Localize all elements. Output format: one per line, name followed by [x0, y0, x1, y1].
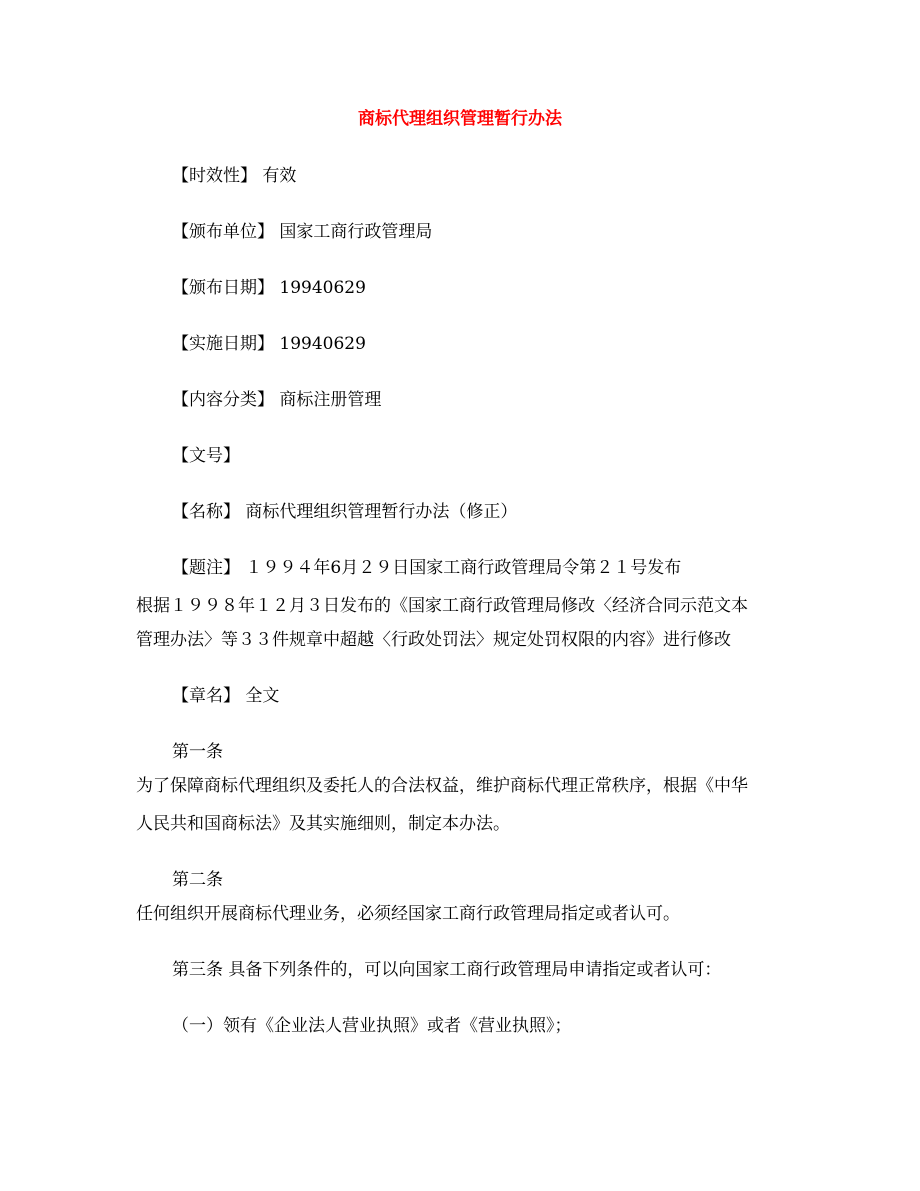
note-line-1: 【题注】 １９９４年6月２９日国家工商行政管理局令第２１号发布 [172, 558, 682, 578]
chapter-name: 【章名】 全文 [172, 686, 280, 706]
article-2-line-1: 任何组织开展商标代理业务，必须经国家工商行政管理局指定或者认可。 [136, 904, 680, 924]
meta-issuing-authority: 【颁布单位】 国家工商行政管理局 [172, 222, 433, 242]
article-3-heading: 第三条 具备下列条件的，可以向国家工商行政管理局申请指定或者认可： [172, 960, 722, 980]
note-line-3: 管理办法〉等３３件规章中超越〈行政处罚法〉规定处罚权限的内容》进行修改 [136, 630, 731, 650]
article-2-heading: 第二条 [172, 870, 223, 890]
note-line-2: 根据１９９８年１２月３日发布的《国家工商行政管理局修改〈经济合同示范文本 [136, 596, 748, 616]
meta-effective-date: 【实施日期】 19940629 [172, 334, 366, 354]
meta-document-number: 【文号】 [172, 446, 240, 466]
document-title: 商标代理组织管理暂行办法 [358, 109, 562, 129]
meta-issue-date: 【颁布日期】 19940629 [172, 278, 366, 298]
meta-category: 【内容分类】 商标注册管理 [172, 390, 382, 410]
meta-name: 【名称】 商标代理组织管理暂行办法（修正） [172, 502, 518, 522]
article-3-item-1: （一）领有《企业法人营业执照》或者《营业执照》； [172, 1016, 572, 1036]
article-1-line-1: 为了保障商标代理组织及委托人的合法权益，维护商标代理正常秩序，根据《中华 [136, 776, 748, 796]
meta-validity: 【时效性】 有效 [172, 166, 297, 186]
article-1-heading: 第一条 [172, 742, 223, 762]
article-1-line-2: 人民共和国商标法》及其实施细则，制定本办法。 [136, 814, 510, 834]
